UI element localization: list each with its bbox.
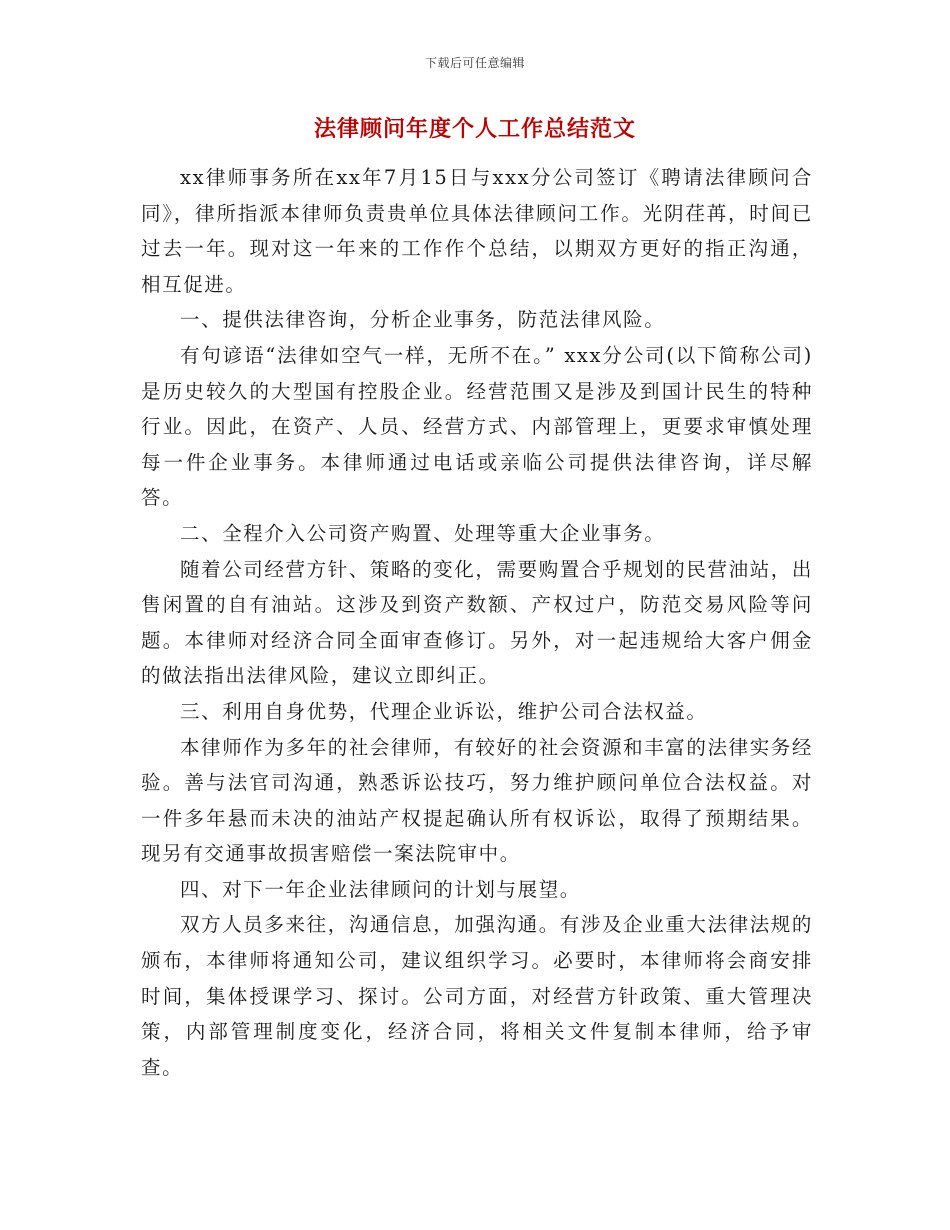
- document-title: 法律顾问年度个人工作总结范文: [313, 116, 636, 142]
- section-heading-1: 一、提供法律咨询，分析企业事务，防范法律风险。: [180, 308, 666, 332]
- section-heading-3: 三、利用自身优势，代理企业诉讼，维护公司合法权益。: [180, 699, 708, 723]
- paragraph-intro: xx律师事务所在xx年7月15日与xxx分公司签订《聘请法律顾问合同》，律所指派本律师负责贵单位具体法律顾问工作。光阴荏苒，时间已过去一年。现对这一年来的工作作个总结，以期双方更好的指正沟通，相互促进。: [141, 166, 813, 296]
- paragraph-section-4: 双方人员多来往，沟通信息，加强沟通。有涉及企业重大法律法规的颁布，本律师将通知公司，建议组织学习。必要时，本律师将会商安排时间，集体授课学习、探讨。公司方面，对经营方针政策、重大管理决策，内部管理制度变化，经济合同，将相关文件复制本律师，给予审查。: [141, 913, 814, 1079]
- section-heading-4: 四、对下一年企业法律顾问的计划与展望。: [180, 877, 581, 901]
- document-body: [141, 160, 813, 1085]
- header-note: 下载后可任意编辑: [424, 56, 525, 70]
- section-heading-2: 二、全程介入公司资产购置、处理等重大企业事务。: [180, 521, 666, 545]
- paragraph-section-3: 本律师作为多年的社会律师，有较好的社会资源和丰富的法律实务经验。善与法官司沟通，熟悉诉讼技巧，努力维护顾问单位合法权益。对一件多年悬而未决的油站产权提起确认所有权诉讼，取得了预期结果。现另有交通事故损害赔偿一案法院审中。: [141, 735, 814, 866]
- paragraph-section-2: 随着公司经营方针、策略的变化，需要购置合乎规划的民营油站，出售闲置的自有油站。这涉及到资产数额、产权过户，防范交易风险等问题。本律师对经济合同全面审查修订。另外，对一起违规给大客户佣金的做法指出法律风险，建议立即纠正。: [141, 557, 814, 688]
- paragraph-section-1: 有句谚语“法律如空气一样，无所不在。” xxx分公司(以下简称公司)是历史较久的大型国有控股企业。经营范围又是涉及到国计民生的特种行业。因此，在资产、人员、经营方式、内部管理上，更要求审慎处理每一件企业事务。本律师通过电话或亲临公司提供法律咨询，详尽解答。: [141, 343, 813, 510]
